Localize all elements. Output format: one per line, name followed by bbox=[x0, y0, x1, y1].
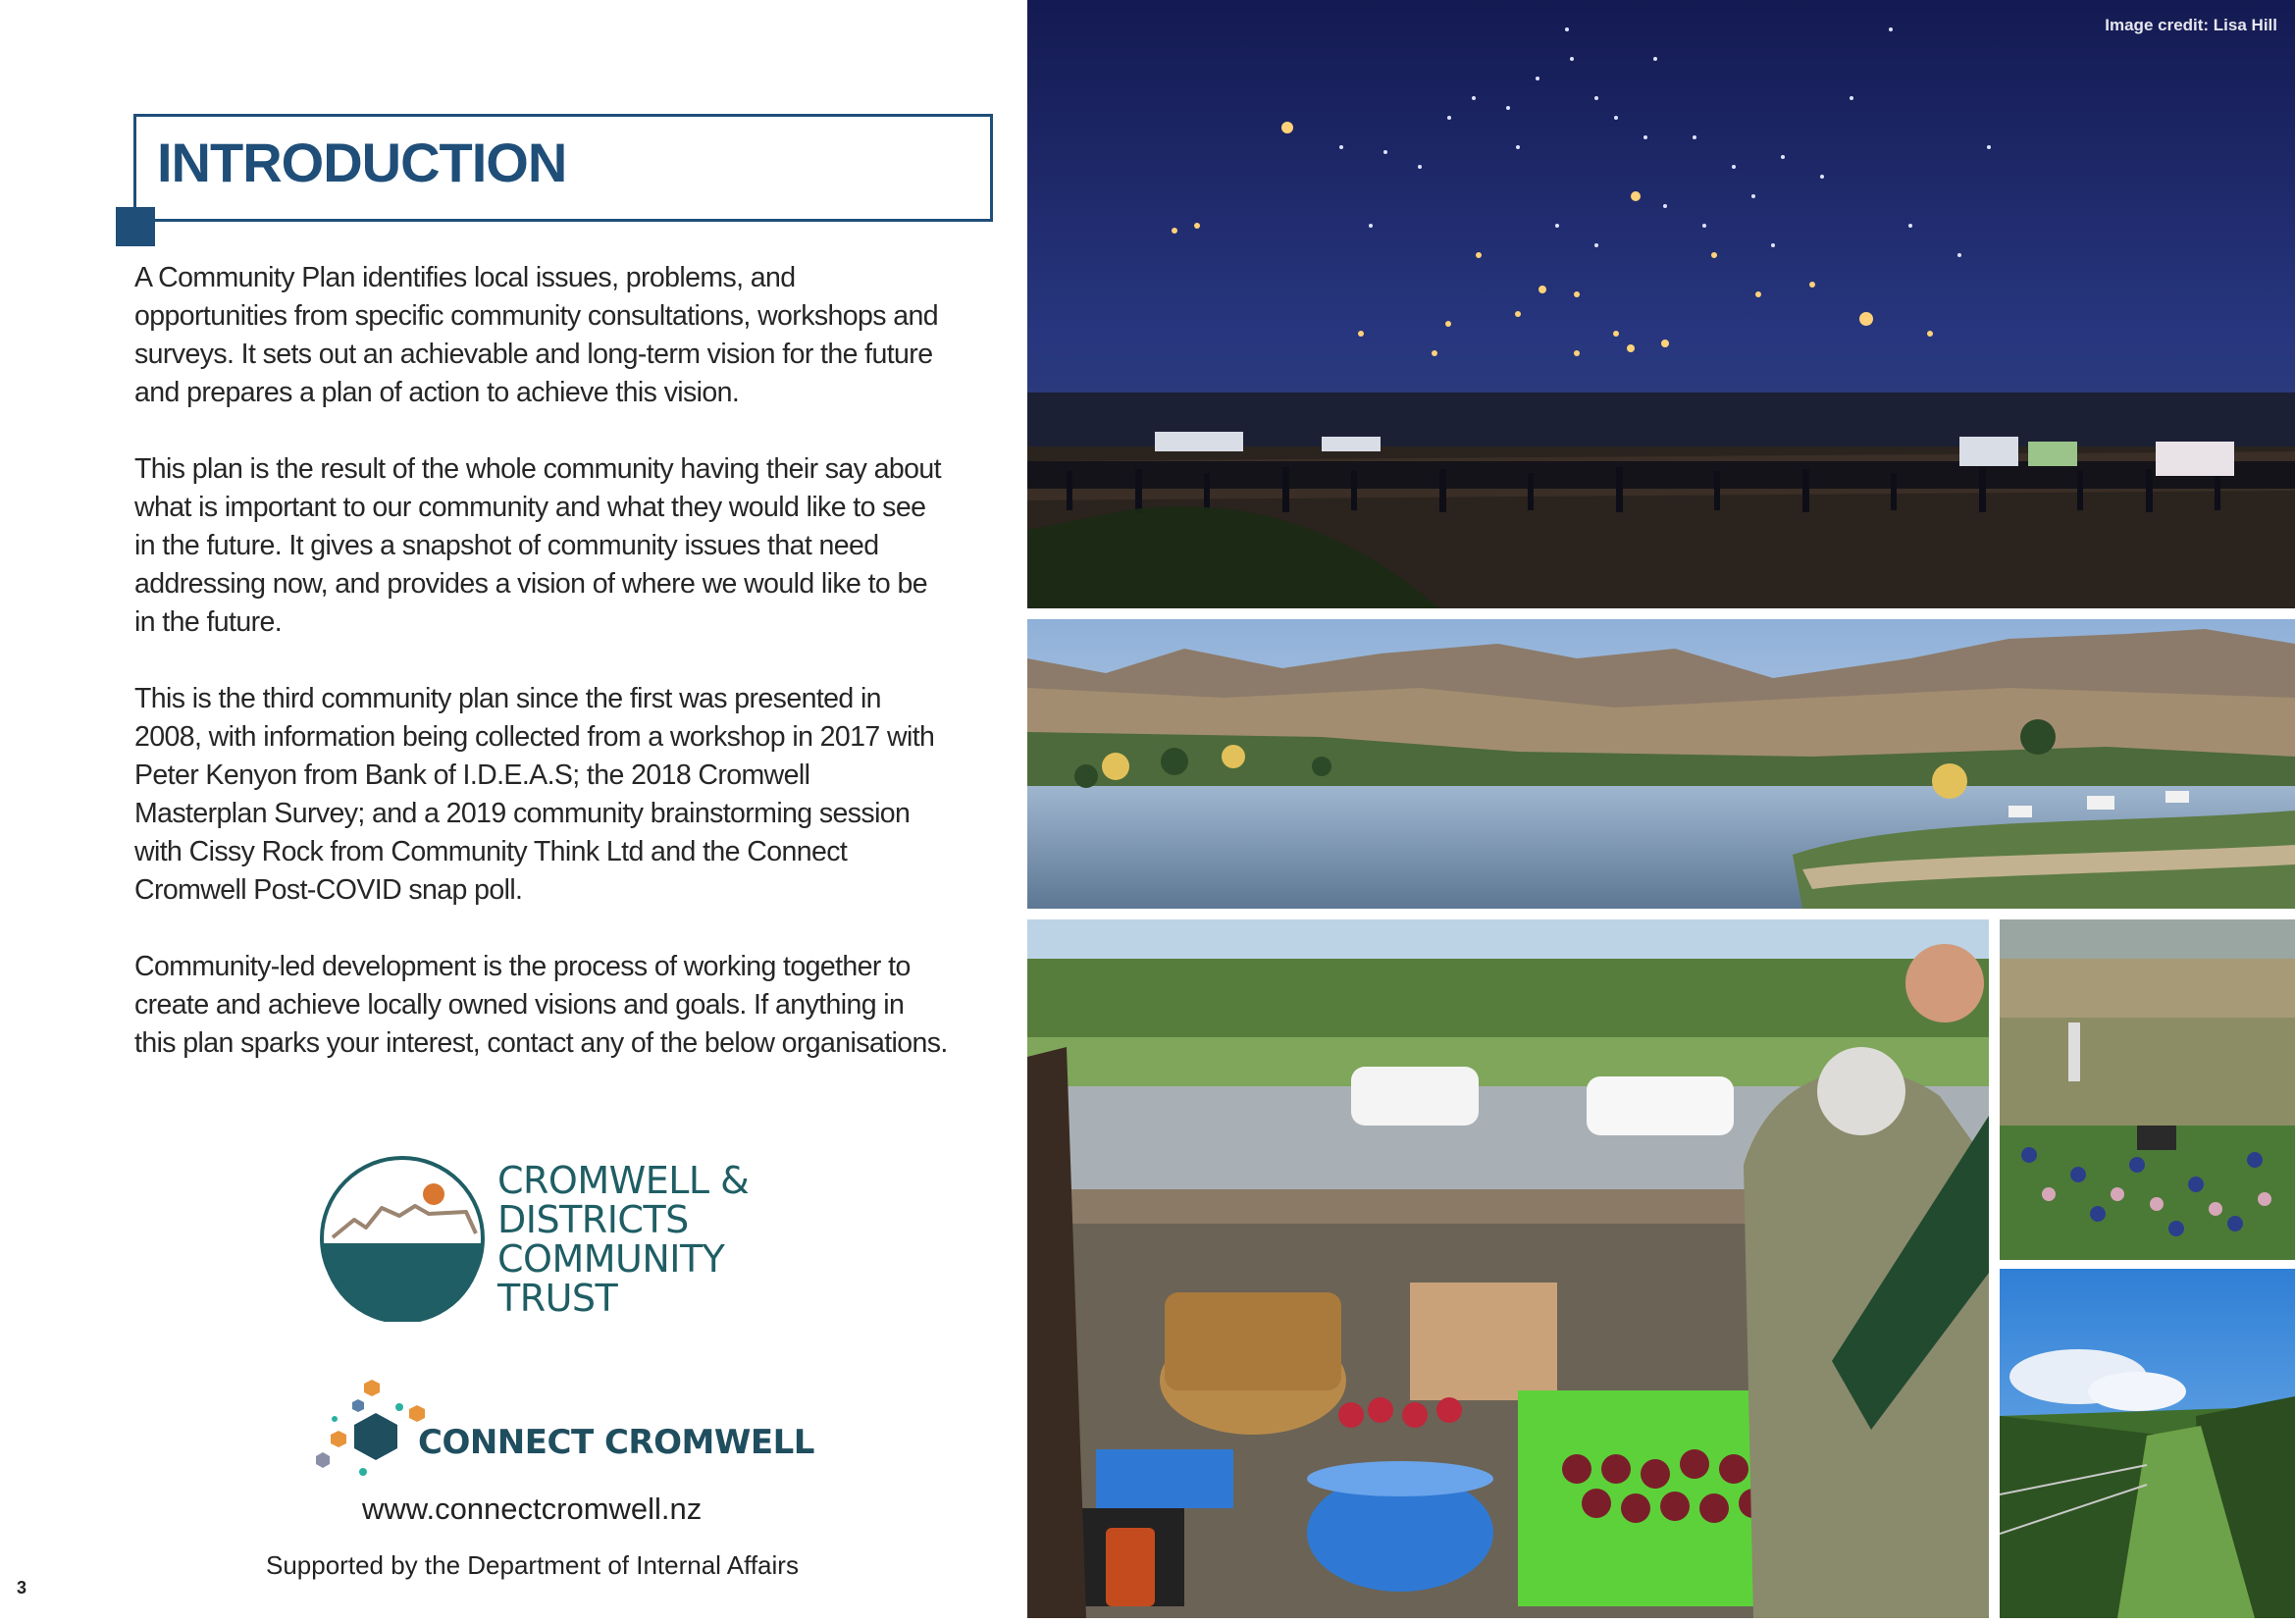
paragraph-community-led: Community-led development is the process of working together to create and achieve locally owned visions and goals. If anything in this plan sparks your interest, contact any of the below organisations. bbox=[134, 951, 948, 1059]
lake-dunstan-photo bbox=[1027, 619, 2295, 909]
page-title: INTRODUCTION bbox=[157, 131, 567, 193]
vineyard-photo bbox=[2000, 1269, 2295, 1618]
paragraph-plan-result: This plan is the result of the whole community having their say about what is important to our community and what they would like to see in the future. It gives a snapshot of community issues that need addressing now, and provides a vision of where we would like to be in the future. bbox=[134, 453, 941, 638]
intro-body bbox=[134, 259, 949, 1101]
paragraph-third-plan: This is the third community plan since the first was presented in 2008, with information being collected from a workshop in 2017 with Peter Kenyon from Bank of I.D.E.A.S; the 2018 Cromwell Masterplan Survey; and a 2019 community brainstorming session with Cissy Rock from Community Think Ltd and the Connect Cromwell Post-COVID snap poll. bbox=[134, 683, 935, 906]
lantern-festival-photo bbox=[1027, 0, 2295, 608]
trust-name-line: DISTRICTS bbox=[497, 1198, 689, 1241]
website-link[interactable]: www.connectcromwell.nz bbox=[362, 1492, 703, 1526]
trust-name-line: CROMWELL & bbox=[497, 1159, 750, 1202]
connect-cromwell-name: CONNECT CROMWELL bbox=[418, 1423, 814, 1462]
connect-cromwell-logo bbox=[309, 1374, 814, 1487]
image-credit: Image credit: Lisa Hill bbox=[2105, 16, 2277, 34]
title-accent-square bbox=[116, 207, 155, 246]
speedway-crowd-photo bbox=[2000, 919, 2295, 1260]
hexagon-cluster-icon bbox=[309, 1374, 427, 1487]
cromwell-districts-community-trust-logo bbox=[319, 1153, 770, 1320]
supported-by-text: Supported by the Department of Internal Affairs bbox=[266, 1550, 799, 1580]
trust-name-line: COMMUNITY bbox=[497, 1237, 725, 1281]
market-stall-photo bbox=[1027, 919, 1989, 1618]
trust-emblem-icon bbox=[319, 1155, 486, 1322]
trust-name bbox=[497, 1161, 749, 1318]
paragraph-community-plan: A Community Plan identifies local issues, problems, and opportunities from specific community consultations, workshops and surveys. It sets out an achievable and long-term vision for the future and prepares a plan of action to achieve this vision. bbox=[134, 262, 938, 408]
page-number: 3 bbox=[17, 1578, 27, 1598]
trust-name-line: TRUST bbox=[497, 1277, 618, 1320]
